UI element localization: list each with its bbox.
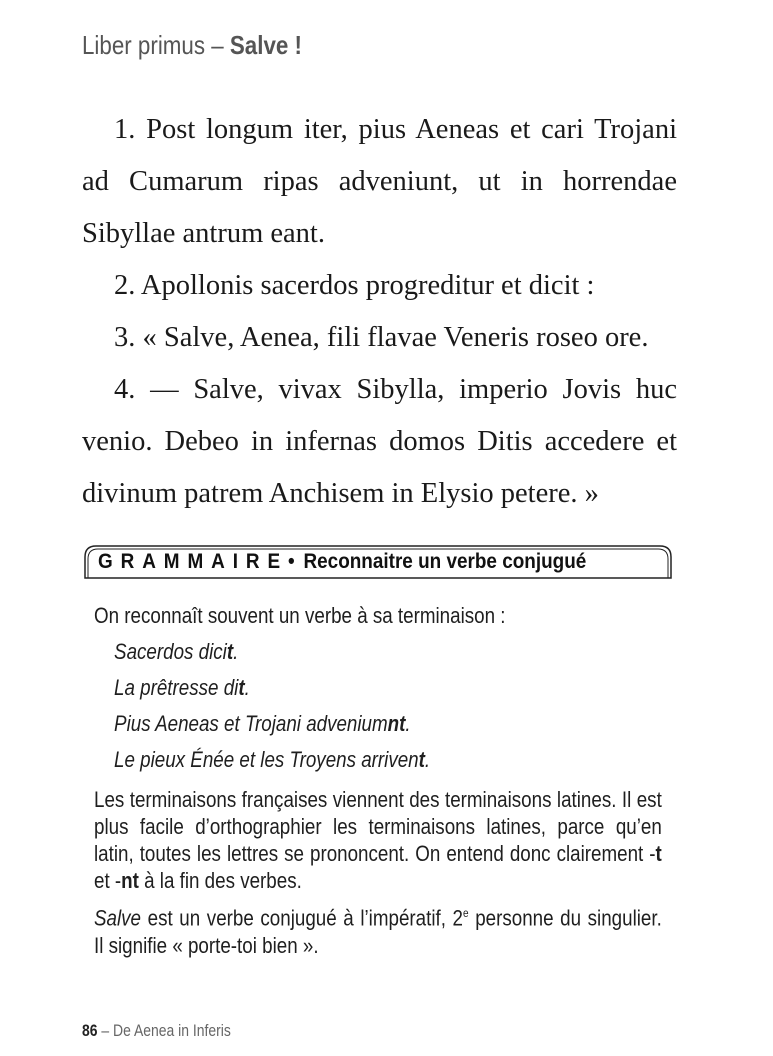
grammar-body <box>94 598 662 959</box>
grammar-paragraph-2: Salve est un verbe conjugué à l’impératif, 2e personne du singulier. Il signifie « porte-toi bien ». <box>94 905 662 958</box>
example-3: Pius Aeneas et Trojani adveniumnt. <box>114 711 411 736</box>
salve-word: Salve <box>94 905 142 931</box>
example-2: La prêtresse dit. <box>114 675 250 700</box>
example-2-ending: t <box>238 675 245 700</box>
grammar-label: GRAMMAIRE <box>98 549 289 573</box>
latin-paragraph-2: 2. Apollonis sacerdos progreditur et dicit : <box>114 270 595 301</box>
latin-paragraph-3: 3. « Salve, Aenea, fili flavae Veneris roseo ore. <box>114 322 649 353</box>
grammar-intro: On reconnaît souvent un verbe à sa terminaison : <box>94 603 506 628</box>
grammar-bullet: • <box>288 549 295 573</box>
example-1: Sacerdos dicit. <box>114 639 239 664</box>
running-header <box>82 30 302 61</box>
header-title: Salve ! <box>229 30 302 60</box>
latin-paragraph-4: 4. — Salve, vivax Sibylla, imperio Jovis huc venio. Debeo in infernas domos Ditis accedere et divinum patrem Anchisem in Elysio petere. » <box>82 374 677 509</box>
grammar-heading <box>98 549 586 574</box>
grammar-paragraph-1: Les terminaisons françaises viennent des terminaisons latines. Il est plus facile d’orthographier les terminaisons latines, parce qu’en latin, toutes les lettres se prononcent. On entend donc clairement -t et -nt à la fin des verbes. <box>94 787 662 893</box>
grammar-heading-box <box>84 545 672 579</box>
latin-text <box>82 104 677 520</box>
footer-text: – De Aenea in Inferis <box>97 1021 231 1040</box>
latin-paragraph-1: 1. Post longum iter, pius Aeneas et cari Trojani ad Cumarum ripas adveniunt, ut in horrendae Sibyllae antrum eant. <box>82 114 677 249</box>
page-footer <box>82 1021 231 1041</box>
example-3-ending: nt <box>387 711 406 736</box>
grammar-title: Reconnaitre un verbe conjugué <box>303 549 587 573</box>
example-1-ending: t <box>226 639 234 664</box>
example-4: Le pieux Énée et les Troyens arrivent. <box>114 747 431 772</box>
page-number: 86 <box>82 1021 98 1040</box>
example-4-ending: t <box>418 747 425 772</box>
header-prefix: Liber primus – <box>82 30 230 60</box>
